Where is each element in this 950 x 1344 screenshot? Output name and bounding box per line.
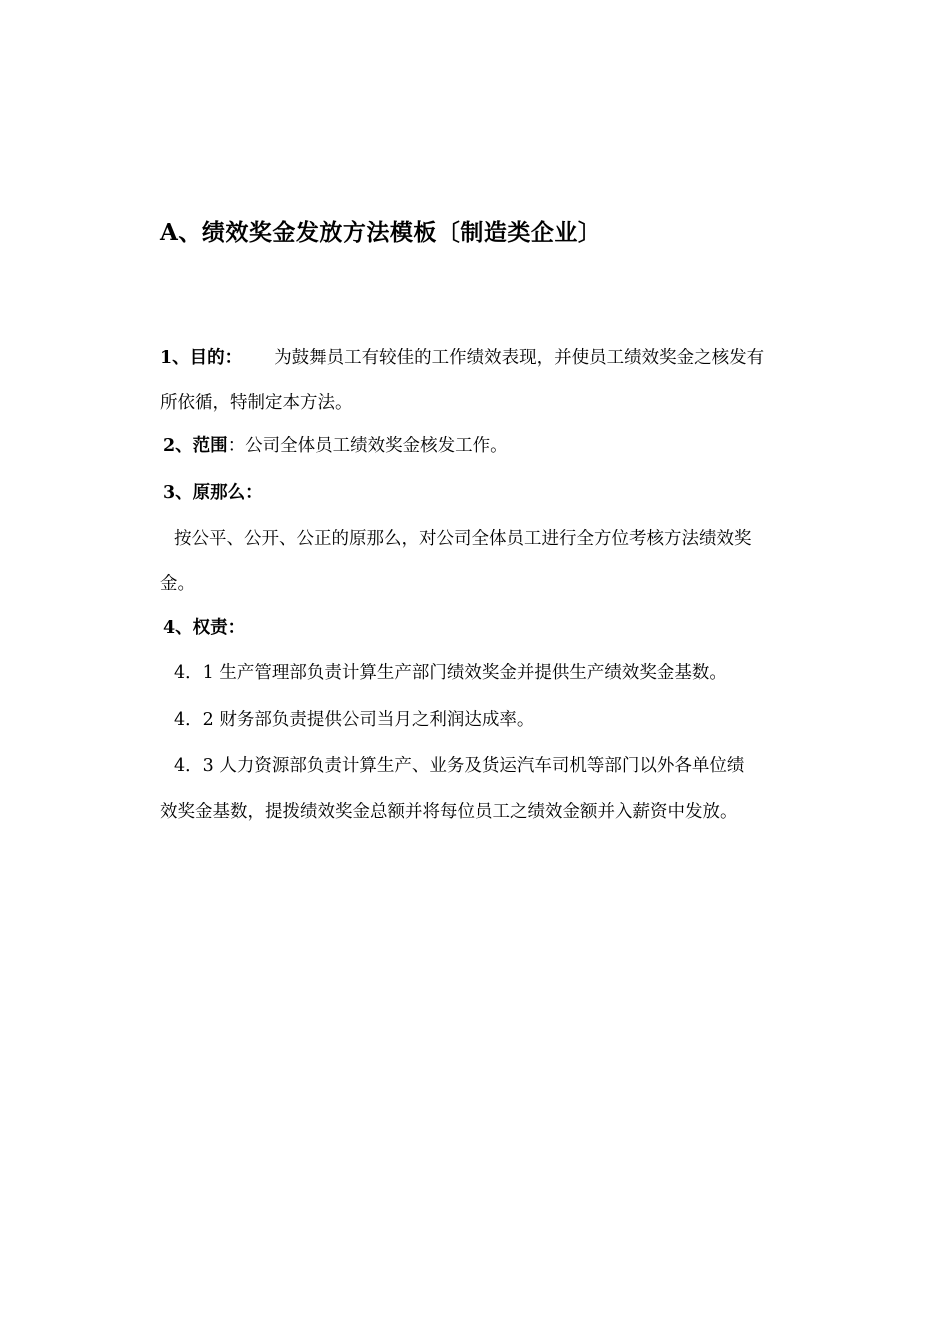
purpose-label: 1、目的： bbox=[160, 348, 243, 368]
responsibility-item-3-line-2: 效奖金基数，提拨绩效奖金总额并将每位员工之绩效金额并入薪资中发放。 bbox=[160, 802, 738, 822]
purpose-line-1 bbox=[160, 344, 764, 369]
document-title: A、绩效奖金发放方法模板〔制造类企业〕 bbox=[160, 219, 602, 246]
scope-line bbox=[163, 432, 508, 457]
purpose-line-2: 所依循，特制定本方法。 bbox=[160, 393, 353, 413]
principle-line-2: 金。 bbox=[160, 574, 195, 594]
scope-text: ：公司全体员工绩效奖金核发工作。 bbox=[227, 436, 508, 456]
responsibility-item-1: 4．1 生产管理部负责计算生产部门绩效奖金并提供生产绩效奖金基数。 bbox=[174, 663, 727, 683]
responsibility-item-3-line-1: 4．3 人力资源部负责计算生产、业务及货运汽车司机等部门以外各单位绩 bbox=[174, 756, 745, 776]
responsibility-item-2: 4．2 财务部负责提供公司当月之利润达成率。 bbox=[174, 710, 535, 730]
principle-label: 3、原那么： bbox=[163, 483, 263, 503]
responsibility-label: 4、权责： bbox=[163, 618, 246, 638]
scope-label: 2、范围 bbox=[163, 436, 228, 456]
principle-line-1: 按公平、公开、公正的原那么，对公司全体员工进行全方位考核方法绩效奖 bbox=[174, 529, 752, 549]
purpose-text-1: 为鼓舞员工有较佳的工作绩效表现，并使员工绩效奖金之核发有 bbox=[274, 348, 765, 368]
